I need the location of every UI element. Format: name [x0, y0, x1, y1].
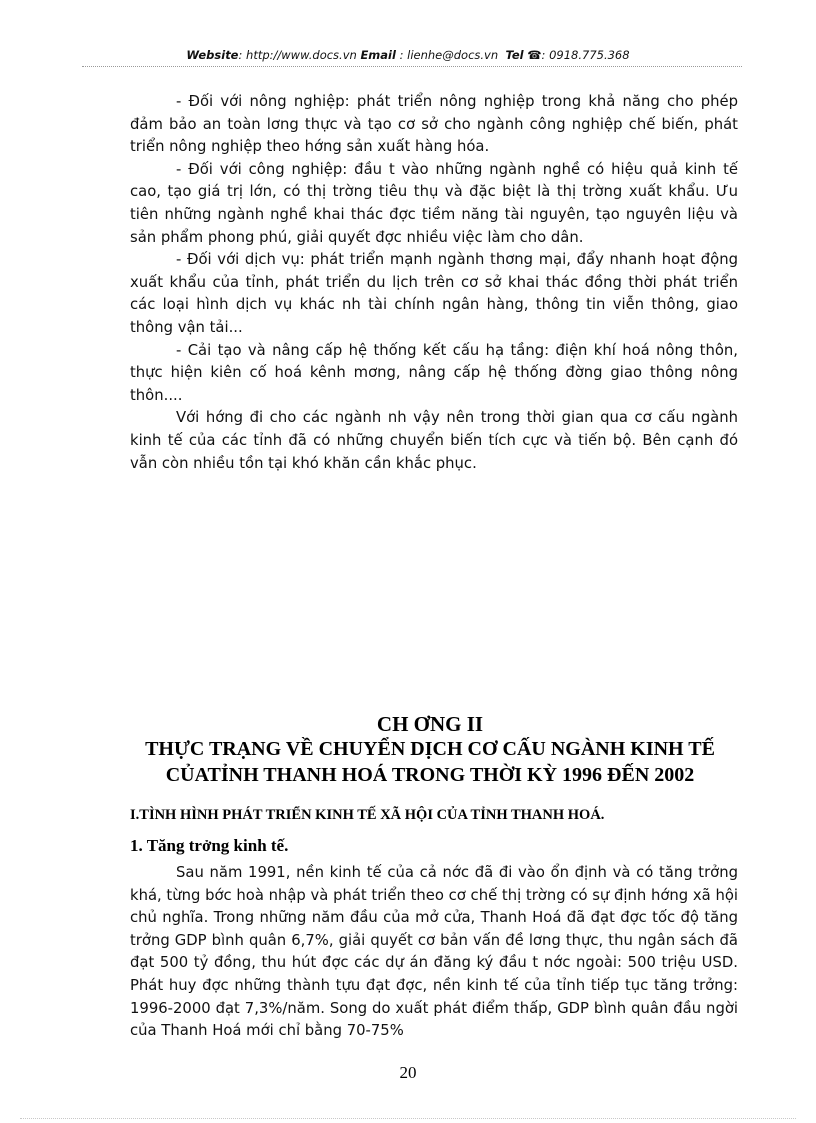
website-value: : http://www.docs.vn: [238, 48, 357, 62]
bottom-text-block: [130, 862, 738, 1043]
paragraph-services: - Đối với dịch vụ: phát triển mạnh ngành thơng mại, đẩy nhanh hoạt động xuất khẩu của tỉnh, phát triển du lịch trên cơ sở khai thác đồng thời phát triển các loại hình dịch vụ khác nh tài chính ngân hàng, thông tin viễn thông, giao thông vận tải...: [130, 251, 738, 336]
paragraph-industry: - Đối với công nghiệp: đầu t vào những ngành nghề có hiệu quả kinh tế cao, tạo giá trị lớn, có thị trờng tiêu thụ và đặc biệt là thị trờng xuất khẩu. Ưu tiên những ngành nghề khai thác đợc tiềm năng tài nguyên, tạo nguyên liệu và sản phẩm phong phú, giải quyết đợc nhiều việc làm cho dân.: [130, 160, 738, 246]
chapter-label: CH ƠNG II: [376, 712, 484, 736]
subsection-heading: 1. Tăng trởng kinh tế.: [130, 836, 289, 855]
tel-label: Tel: [505, 48, 524, 62]
website-label: Website: [186, 48, 239, 62]
paragraph-agriculture: - Đối với nông nghiệp: phát triển nông nghiệp trong khả năng cho phép đảm bảo an toàn lơng thực và tạo cơ sở cho ngành công nghiệp chế biến, phát triển nông nghiệp theo hớng sản xuất hàng hóa.: [130, 93, 738, 156]
phone-icon: ☎: [527, 48, 542, 62]
chapter-title-line-2: CỦATỈNH THANH HOÁ TRONG THỜI KỲ 1996 ĐẾN 2002: [165, 764, 695, 786]
section-heading: I.TÌNH HÌNH PHÁT TRIỂN KINH TẾ XÃ HỘI CỦA TỈNH THANH HOÁ.: [130, 807, 605, 823]
tel-value: : 0918.775.368: [541, 48, 630, 62]
chapter-title-line-1: THỰC TRẠNG VỀ CHUYỂN DỊCH CƠ CẤU NGÀNH KINH TẾ: [145, 738, 715, 760]
paragraph-growth: Sau năm 1991, nền kinh tế của cả nớc đã đi vào ổn định và có tăng trởng khá, từng bớc hoà nhập và phát triển theo cơ chế thị trờng có sự định hớng xã hội chủ nghĩa. Trong những năm đầu của mở cửa, Thanh Hoá đã đạt đợc tốc độ tăng trởng GDP bình quân 6,7%, giải quyết cơ bản vấn đề lơng thực, thu ngân sách đã đạt 500 tỷ đồng, thu hút đợc các dự án đăng ký đầu t nớc ngoài: 500 triệu USD. Phát huy đợc những thành tựu đạt đợc, nền kinh tế của tỉnh tiếp tục tăng trởng: 1996-2000 đạt 7,3%/năm. Song do xuất phát điểm thấp, GDP bình quân đầu ngời của Thanh Hoá mới chỉ bằng 70-75%: [130, 864, 738, 1040]
page-number: 20: [399, 1063, 417, 1082]
email-value: : lienhe@docs.vn: [395, 48, 499, 62]
page-header: [0, 48, 816, 62]
top-text-block: [130, 91, 738, 475]
footer-divider: [20, 1118, 796, 1119]
header-divider: [82, 66, 742, 67]
email-label: Email: [360, 48, 396, 62]
paragraph-infrastructure: - Cải tạo và nâng cấp hệ thống kết cấu hạ tầng: điện khí hoá nông thôn, thực hiện kiên cố hoá kênh mơng, nâng cấp hệ thống đờng giao thông nông thôn....: [130, 341, 738, 404]
paragraph-conclusion: Với hớng đi cho các ngành nh vậy nên trong thời gian qua cơ cấu ngành kinh tế của các tỉnh đã có những chuyển biến tích cực và tiến bộ. Bên cạnh đó vẫn còn nhiều tồn tại khó khăn cần khắc phục.: [130, 409, 738, 472]
